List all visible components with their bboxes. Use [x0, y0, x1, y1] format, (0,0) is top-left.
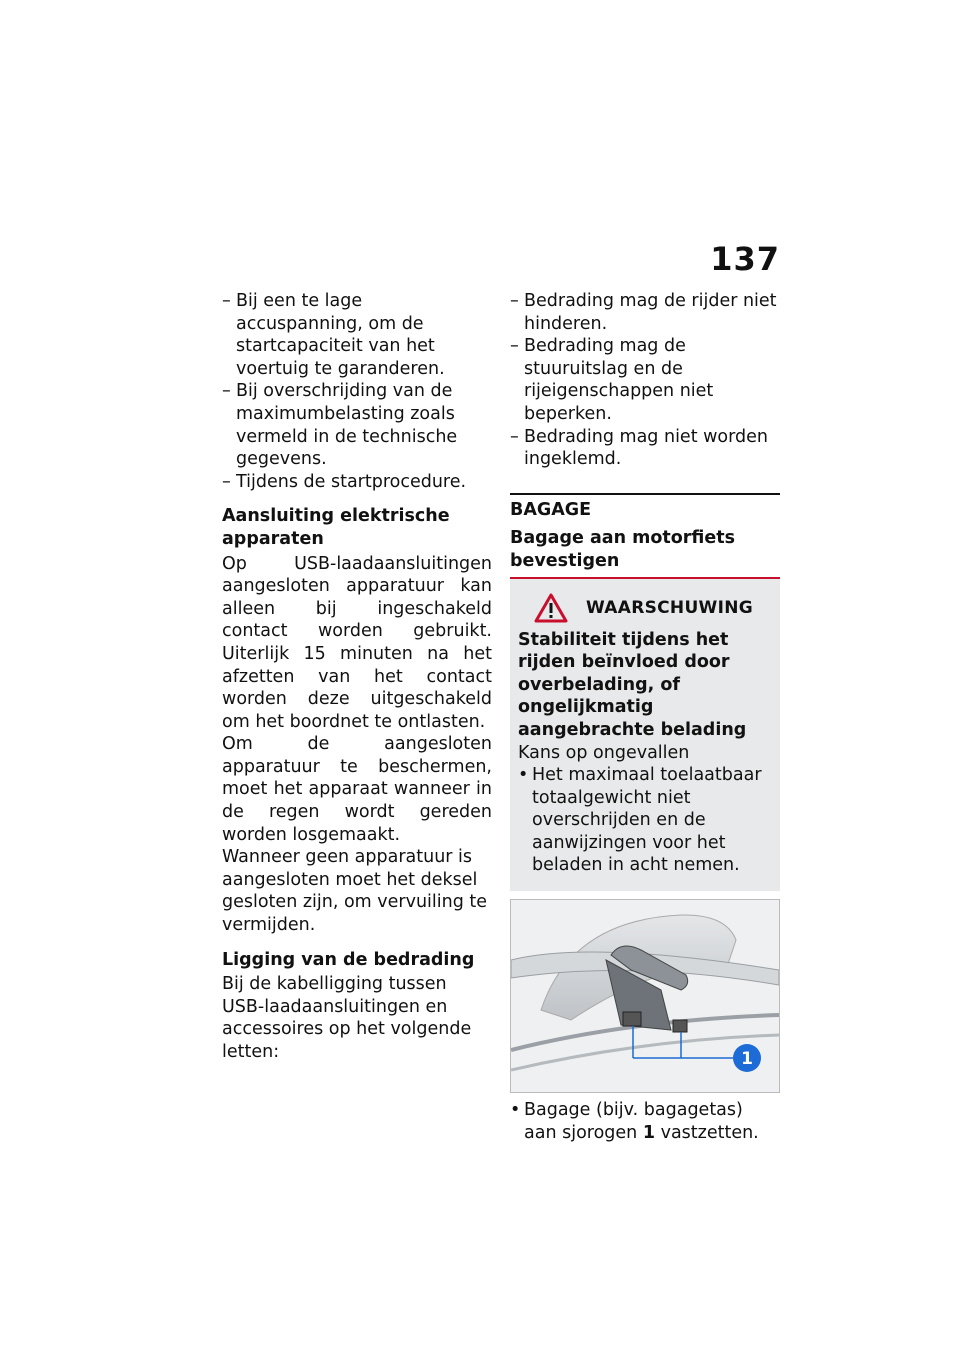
warning-title: WAARSCHUWING [586, 597, 754, 618]
page-number: 137 [710, 240, 780, 278]
list-item: – Bij overschrijding van de maximumbelasting zoals vermeld in de technische gegevens. [222, 380, 492, 470]
paragraph: Wanneer geen apparatuur is aangesloten moet het deksel gesloten zijn, om vervuiling te vermijden. [222, 847, 488, 936]
instruction-ref-number: 1 [642, 1122, 656, 1143]
left-column [222, 290, 492, 1064]
instruction-text: Bagage (bijv. bagagetas) aan sjorogen [524, 1100, 743, 1143]
warning-box [510, 579, 780, 892]
section-divider [510, 493, 780, 495]
list-item: – Tijdens de startprocedure. [222, 471, 492, 494]
paragraph: Op USB-laadaansluitingen aangesloten apparatuur kan alleen bij ingeschakeld contact worden gebruikt. Uiterlijk 15 minuten na het afzetten van het contact worden deze uitgeschakeld om het boordnet te ontlasten. [222, 553, 492, 732]
list-item: – Bedrading mag de stuuruitslag en de rijeigenschappen niet beperken. [510, 335, 780, 425]
instruction-bullet [510, 1099, 780, 1144]
sub-heading: Bagage aan motorfiets bevestigen [510, 528, 736, 571]
section-heading: Aansluiting elektrische apparaten [222, 506, 450, 549]
section-title: BAGAGE [510, 499, 592, 520]
warning-bold-text: Stabiliteit tijdens het rijden beïnvloed door overbelading, of ongelijkmatig aangebrachte belading [518, 629, 747, 740]
right-column [510, 290, 780, 1144]
warning-consequence: Kans op ongevallen [518, 742, 690, 763]
list-item: – Bedrading mag niet worden ingeklemd. [510, 426, 780, 471]
warning-bullet: • Het maximaal toelaatbaar totaalgewicht niet overschrijden en de aanwijzingen voor het beladen in acht nemen. [518, 764, 772, 877]
warning-header [518, 593, 772, 623]
warning-triangle-icon [534, 593, 568, 623]
list-item: – Bedrading mag de rijder niet hinderen. [510, 290, 780, 335]
section-heading: Ligging van de bedrading [222, 949, 475, 970]
list-item: – Bij een te lage accuspanning, om de startcapaciteit van het voertuig te garanderen. [222, 290, 492, 380]
paragraph: Om de aangesloten apparatuur te beschermen, moet het apparaat wanneer in de regen wordt gereden worden losgemaakt. [222, 734, 492, 845]
luggage-hooks-figure [510, 899, 780, 1093]
figure-callout-number: 1 [741, 1049, 753, 1070]
paragraph: Bij de kabelligging tussen USB-laadaansluitingen en accessoires op het volgende letten: [222, 974, 472, 1062]
instruction-text-end: vastzetten. [655, 1122, 759, 1143]
motorcycle-rear-illustration [511, 900, 779, 1092]
